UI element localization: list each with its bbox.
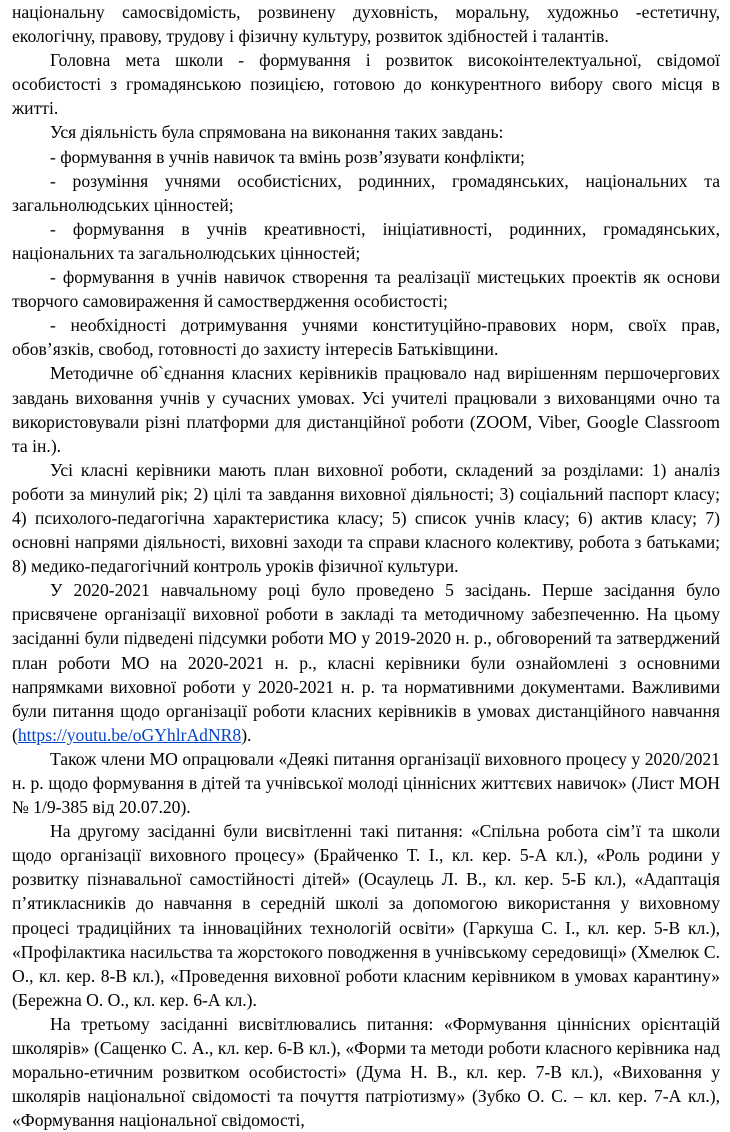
paragraph-methodical-union: Методичне об`єднання класних керівників працювало над вирішенням першочергових завдань виховання учнів у сучасних умовах. Усі учителі працювали з вихованцями очно та використовували різні платформи для дистанційної роботи (ZOOM, Viber, Google Classroom та ін.). <box>12 363 720 456</box>
task-item-art-projects: - формування в учнів навичок створення та реалізації мистецьких проектів як основи творчого самовираження й самоствердження особистості; <box>12 267 720 312</box>
task-item-constitutional-norms: - необхідності дотримування учнями конституційно-правових норм, своїх прав, обов’язків, свобод, готовності до захисту інтересів Батьківщини. <box>12 315 720 360</box>
task-item-values: - розуміння учнями особистісних, родинних, громадянських, національних та загальнолюдських цінностей; <box>12 170 720 215</box>
first-meeting-closing: ). <box>241 724 252 745</box>
youtube-link[interactable]: https://youtu.be/oGYhlrAdNR8 <box>17 724 242 745</box>
paragraph-continuation: національну самосвідомість, розвинену духовність, моральну, художньо -естетичну, екологічну, правову, трудову і фізичну культуру, розвиток здібностей і талантів. <box>12 2 720 47</box>
paragraph-third-meeting: На третьому засіданні висвітлювались питання: «Формування ціннісних орієнтацій школярів» (Сащенко С. А., кл. кер. 6-В кл.), «Форми та методи роботи класного керівника над морально-етичним розвитком особистості» (Дума Н. В., кл. кер. 7-В кл.), «Виховання у школярів національної свідомості та почуття патріотизму» (Зубко О. С. – кл. кер. 7-А кл.), «Формування національної свідомості, <box>12 1013 720 1131</box>
paragraph-second-meeting: На другому засіданні були висвітленні такі питання: «Спільна робота сім’ї та школи щодо організації виховного процесу» (Брайченко Т. І., кл. кер. 5-А кл.), «Роль родини у розвитку пізнавальної самостійності дітей» (Осаулець Л. В., кл. кер. 5-Б кл.), «Адаптація п’ятикласників до навчання в середній школі за допомогою використання у виховному процесі традиційних та інноваційних технологій освіти» (Гаркуша С. І., кл. кер. 5-В кл.), «Профілактика насильства та жорстокого поводження в учнівському середовищі» (Хмелюк С. О., кл. кер. 8-В кл.), «Проведення виховної роботи класним керівником в умовах карантину» (Бережна О. О., кл. кер. 6-А кл.). <box>12 821 720 1010</box>
paragraph-tasks-intro: Уся діяльність була спрямована на виконання таких завдань: <box>50 122 504 143</box>
task-item-creativity: - формування в учнів креативності, ініціативності, родинних, громадянських, національних та загальнолюдських цінностей; <box>12 218 720 263</box>
paragraph-mon-letter: Також члени МО опрацювали «Деякі питання організації виховного процесу у 2020/2021 н. р. щодо формування в дітей та учнівської молоді ціннісних життєвих навичок» (Лист МОН № 1/9-385 від 20.07.20). <box>12 748 720 818</box>
first-meeting-text: У 2020-2021 навчальному році було проведено 5 засідань. Перше засідання було присвячене організації виховної роботи в закладі та методичному забезпеченню. На цьому засіданні були підведені підсумки роботи МО у 2019-2020 н. р., обговорений та затверджений план роботи МО на 2020-2021 н. р., класні керівники були ознайомлені з основними напрямками виховної роботи у 2020-2021 н. р. та нормативними документами. Важливими були питання щодо організації роботи класних керівників в умовах дистанційного навчання ( <box>12 580 720 745</box>
task-item-conflicts: - формування в учнів навичок та вмінь розв’язувати конфлікти; <box>50 146 525 167</box>
paragraph-work-plan: Усі класні керівники мають план виховної роботи, складений за розділами: 1) аналіз роботи за минулий рік; 2) цілі та завдання виховної діяльності; 3) соціальний паспорт класу; 4) психолого-педагогічна характеристика класу; 5) список учнів класу; 6) актив класу; 7) основні напрями діяльності, виховні заходи та справи класного колективу, робота з батьками; 8) медико-педагогічний контроль уроків фізичної культури. <box>12 459 720 577</box>
paragraph-school-goal: Головна мета школи - формування і розвиток високоінтелектуальної, свідомої особистості з громадянською позицією, готовою до конкурентного вибору свого місця в житті. <box>12 50 720 119</box>
paragraph-first-meeting <box>12 578 720 747</box>
